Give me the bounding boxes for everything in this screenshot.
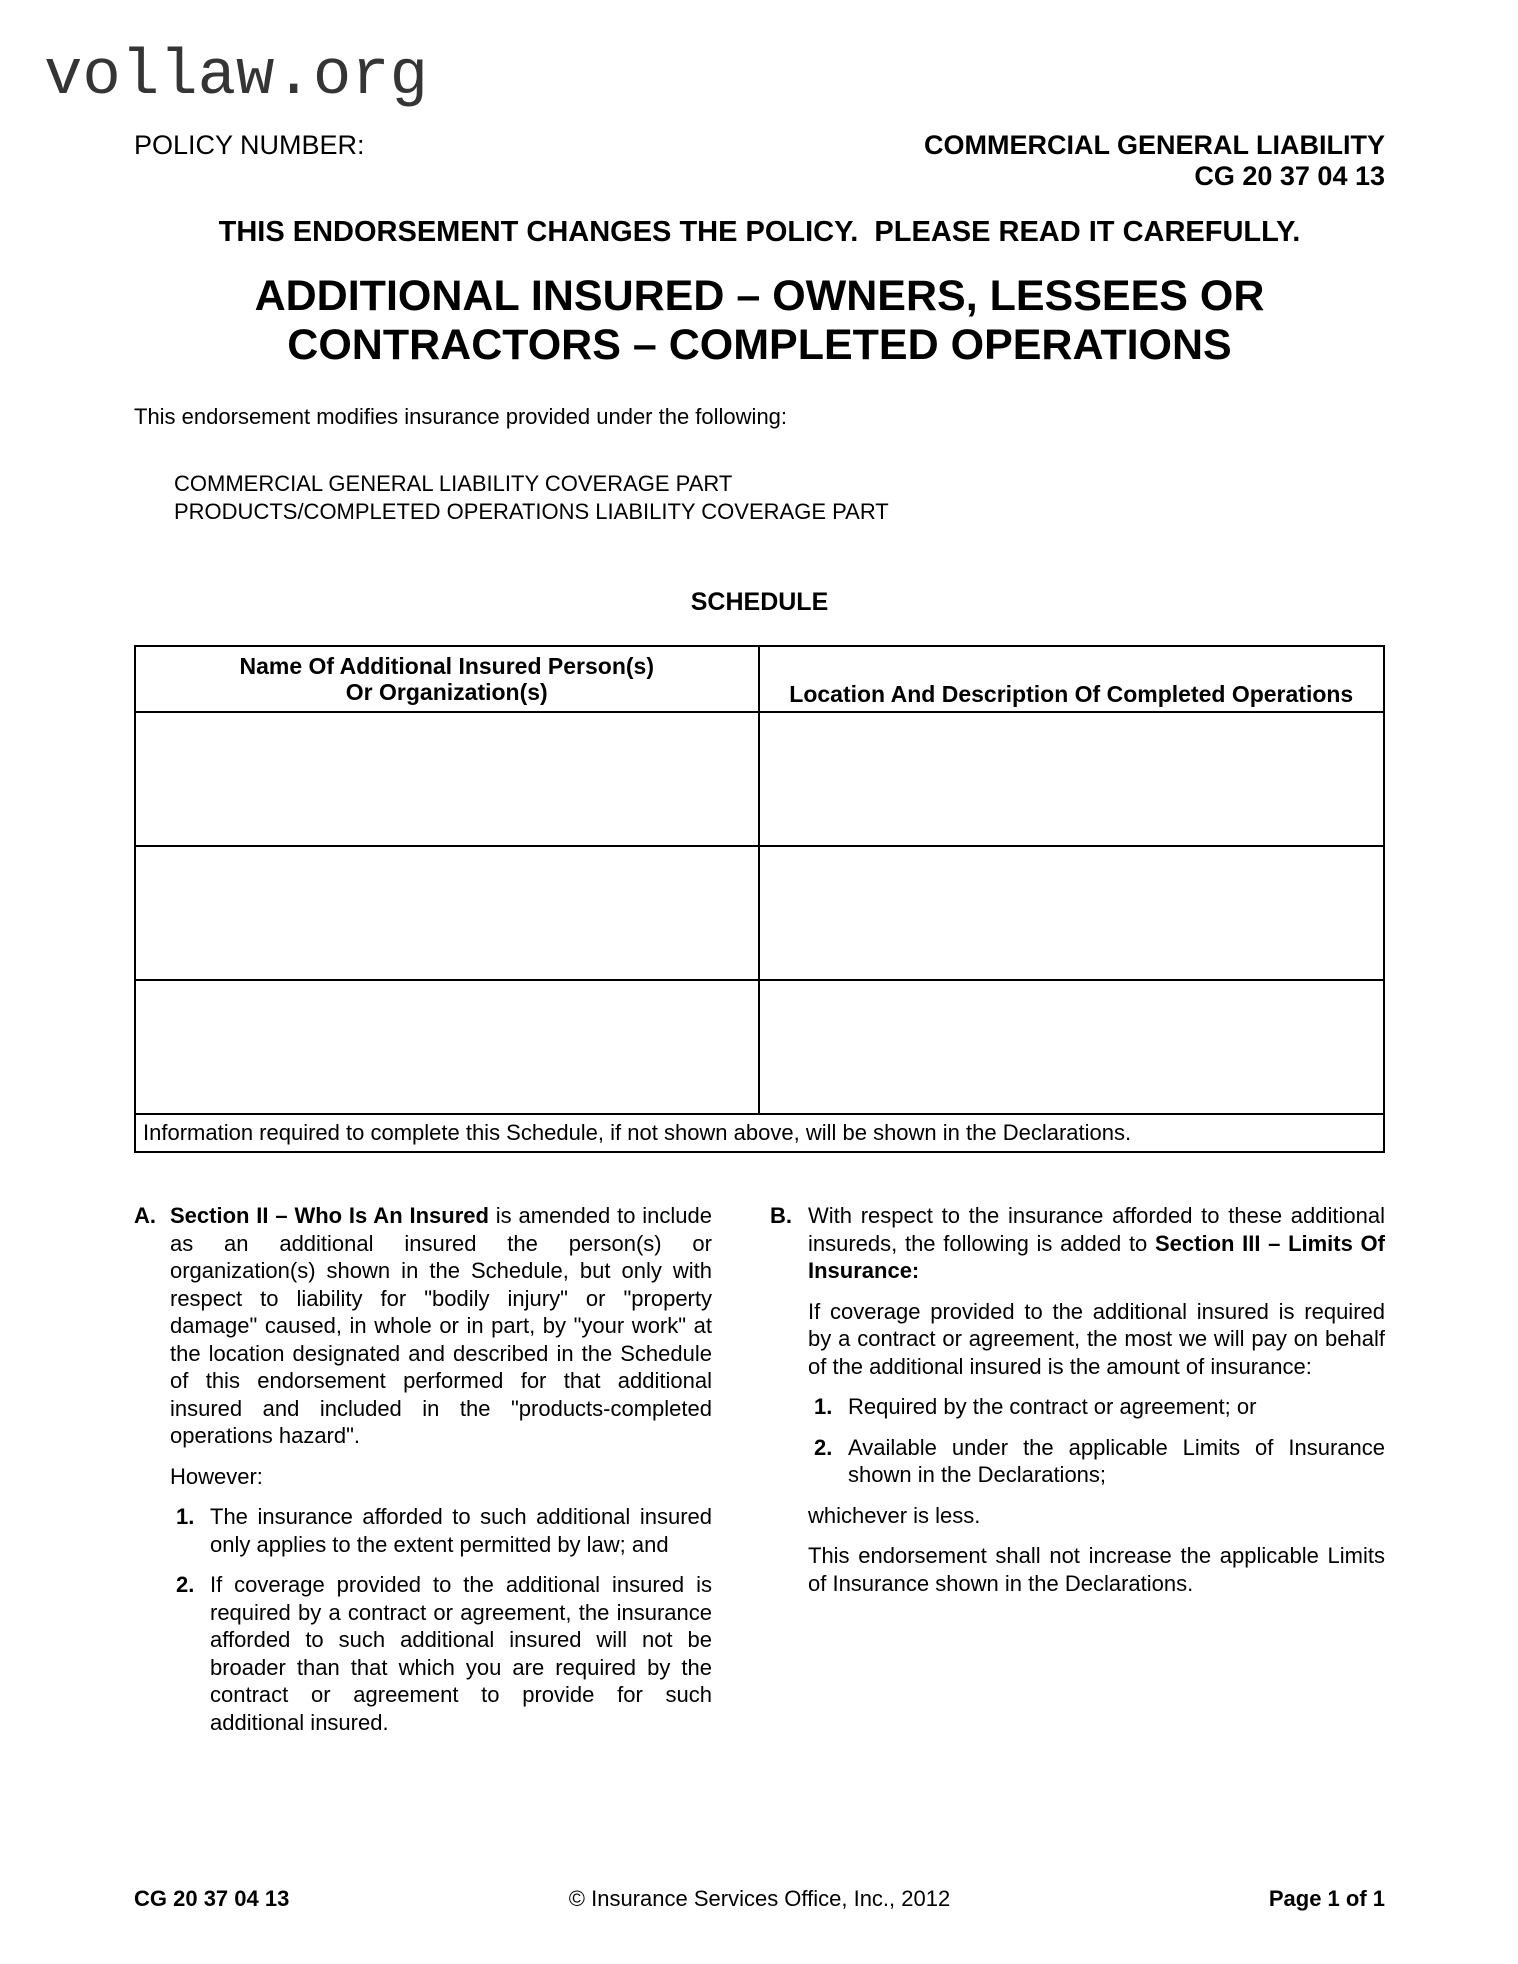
form-identification	[924, 130, 1385, 192]
section-b-marker: B.	[770, 1203, 792, 1228]
section-b-bold-ref: Section III – Limits Of Insurance:	[808, 1230, 1385, 1283]
schedule-location-cell	[760, 847, 1384, 979]
coverage-part-1: COMMERCIAL GENERAL LIABILITY COVERAGE PART	[174, 471, 733, 496]
item-marker: 1.	[176, 1504, 195, 1529]
intro-lead: This endorsement modifies insurance provided under the following:	[134, 404, 788, 429]
footer-form-number: CG 20 37 04 13	[134, 1886, 290, 1911]
schedule-col2-header	[760, 647, 1384, 711]
page-title	[134, 272, 1385, 370]
section-b-paragraph-pre: With respect to the insurance afforded to these additional insureds, the following is added to	[808, 1203, 1385, 1256]
form-header	[134, 130, 1385, 192]
section-b-tail: whichever is less.	[808, 1502, 981, 1528]
item-text: Required by the contract or agreement; or	[848, 1394, 1257, 1419]
section-a-item-2	[170, 1571, 712, 1736]
provisions	[134, 1202, 1385, 1736]
form-number: CG 20 37 04 13	[1194, 161, 1385, 191]
schedule-location-cell	[760, 713, 1384, 845]
item-text: Available under the applicable Limits of Insurance shown in the Declarations;	[848, 1434, 1385, 1487]
section-a-paragraph	[170, 1202, 712, 1450]
site-logo[interactable]: vollaw.org	[44, 41, 429, 113]
section-b-item-1	[808, 1393, 1385, 1421]
section-b	[770, 1202, 1385, 1736]
section-a-body	[170, 1202, 712, 1736]
section-a-marker: A.	[134, 1203, 156, 1228]
section-b-paragraph-1	[808, 1202, 1385, 1285]
section-b-lead	[770, 1202, 1385, 1597]
schedule-name-cell	[136, 847, 760, 979]
item-marker: 2.	[176, 1572, 195, 1597]
footer-copyright: © Insurance Services Office, Inc., 2012	[568, 1886, 951, 1911]
page-title-line1: ADDITIONAL INSURED – OWNERS, LESSEES OR	[254, 272, 1265, 320]
footer-page-number: Page 1 of 1	[1268, 1886, 1385, 1911]
section-a-however: However:	[170, 1463, 263, 1489]
page-title-line2: CONTRACTORS – COMPLETED OPERATIONS	[287, 321, 1232, 369]
item-text: The insurance afforded to such additional insured only applies to the extent permitted by law; and	[210, 1504, 712, 1557]
schedule-header-row	[136, 647, 1383, 711]
section-b-item-2	[808, 1434, 1385, 1489]
section-a-item-1	[170, 1503, 712, 1558]
schedule-note: Information required to complete this Schedule, if not shown above, will be shown in the Declarations.	[143, 1120, 1132, 1145]
table-row	[136, 845, 1383, 979]
line-of-business: COMMERCIAL GENERAL LIABILITY	[923, 130, 1385, 160]
section-a	[134, 1202, 712, 1736]
schedule-location-cell	[760, 981, 1384, 1113]
section-a-bold-ref: Section II – Who Is An Insured	[170, 1203, 489, 1228]
schedule-col2-header-text: Location And Description Of Completed Operations	[789, 681, 1354, 707]
item-text: If coverage provided to the additional insured is required by a contract or agreement, the insurance afforded to such additional insured will not be broader than that which you are required by the contract or agreement to provide for such additional insured.	[210, 1572, 712, 1735]
item-marker: 2.	[814, 1434, 833, 1460]
coverage-parts	[174, 470, 889, 526]
schedule-name-cell	[136, 713, 760, 845]
item-marker: 1.	[814, 1394, 833, 1419]
endorsement-notice: THIS ENDORSEMENT CHANGES THE POLICY. PLEASE READ IT CAREFULLY.	[218, 216, 1301, 248]
table-row	[136, 979, 1383, 1113]
section-b-closing: This endorsement shall not increase the applicable Limits of Insurance shown in the Declarations.	[808, 1543, 1385, 1596]
schedule-col1-header-line2: Or Organization(s)	[345, 679, 548, 705]
section-b-paragraph-2: If coverage provided to the additional insured is required by a contract or agreement, the most we will pay on behalf of the additional insured is the amount of insurance:	[808, 1298, 1385, 1379]
schedule-col1-header-line1: Name Of Additional Insured Person(s)	[239, 653, 654, 679]
schedule-table	[134, 645, 1385, 1153]
schedule-col1-header	[136, 647, 760, 711]
section-a-paragraph-rest: is amended to include as an additional insured the person(s) or organization(s) shown in the Schedule, but only with respect to liability for "bodily injury" or "property damage" caused, in whole or in part, by "your work" at the location designated and described in the Schedule of this endorsement performed for that additional insured and included in the "products-completed operations hazard".	[170, 1203, 712, 1448]
section-a-lead	[134, 1202, 712, 1736]
schedule-note-row	[136, 1113, 1383, 1151]
coverage-part-2: PRODUCTS/COMPLETED OPERATIONS LIABILITY COVERAGE PART	[174, 499, 889, 524]
schedule-heading: SCHEDULE	[690, 588, 829, 616]
section-b-body	[808, 1202, 1385, 1597]
schedule-name-cell	[136, 981, 760, 1113]
table-row	[136, 711, 1383, 845]
page-footer	[134, 1886, 1385, 1916]
policy-number-label: POLICY NUMBER:	[134, 130, 365, 160]
